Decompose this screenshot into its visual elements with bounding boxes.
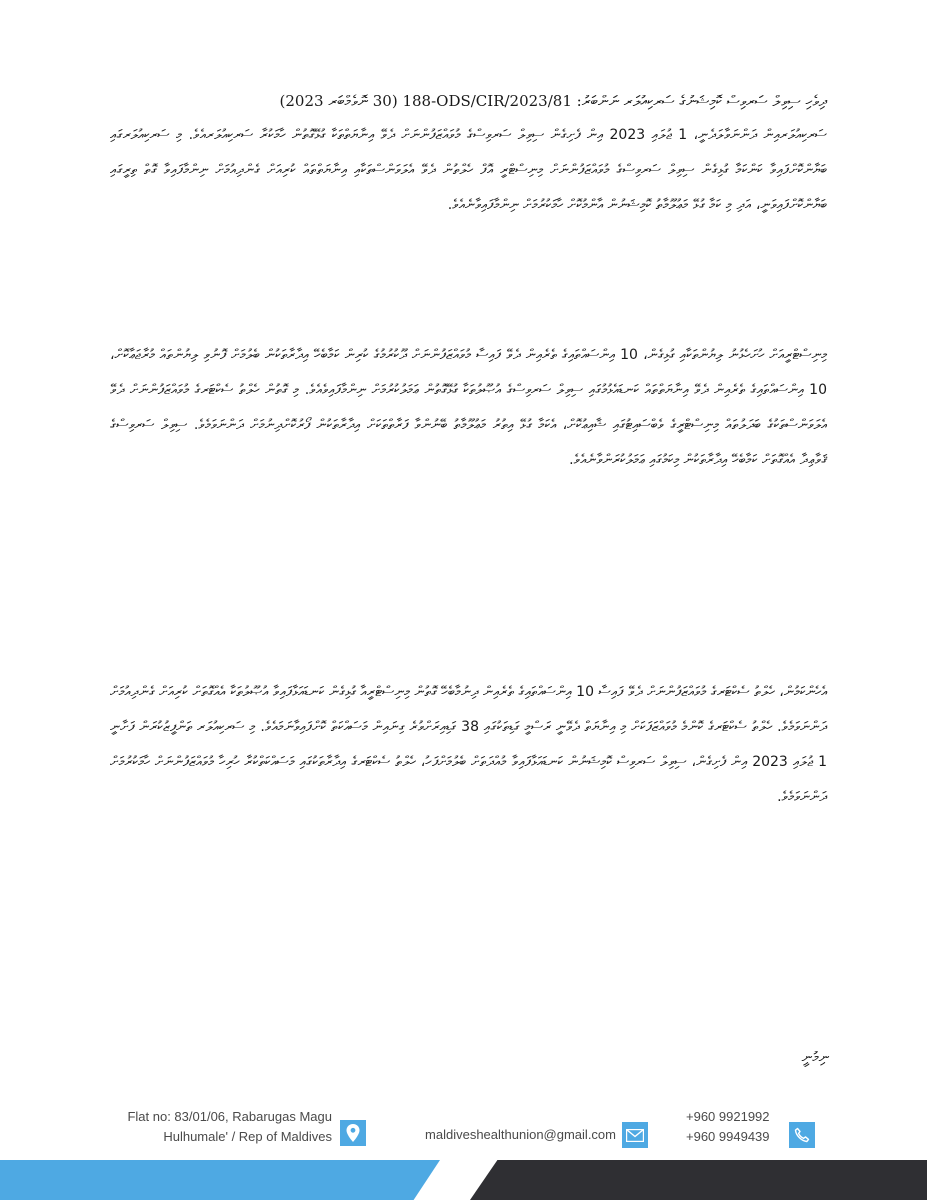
paragraph-3: އެހެންކަމުން، ހެލްތު ސެކްޓަރގެ މުވައްޒަފުންނަށް ދެވޭ ފައިސާ 10 އިންސައްތައިގެ ތެރެއިން ދިނުމާބެހޭ ގޮތުން މިނިސްޓްރީއާ ގުޅިގެން ކަނޑައަޅާފައިވާ އުޞޫލުތަކާ އެއްގޮތަށް ކުރިއަށް ގެންދިއުމަށް ދަންނަވަމެވެ. ހެލްތު ސެކްޓަރގެ ކޮންމެ މުވައްޒަފަކަށް މި އިނާޔަތް ދެވޭނީ ރަސްމީ ގަޑިތަކުގައި 38 ގަޑިއިރަށްވުރެ ގިނައިން މަސައްކަތް ކޮށްފައިވާނަމައެވެ. މި ސަރކިއުލަރ ތަންފީޒުކުރަން ފަށާނީ 1 ޖުލައި 2023 އިން ފެށިގެން، ސިވިލް ސަރވިސް ކޮމިޝަނުން ކަނޑައަޅާފައިވާ މުއްދަތަށް ބެލުމަށްފަހު، ހެލްތު ސެކްޓަރގެ އިދާރާތަކުގައި މަސައްކަތްކުރާ ހުރިހާ މުވައްޒަފުންނަށް ހާމަކުރުމަށް ދަންނަވަމެވެ. bbox=[110, 684, 828, 805]
phone-number-2: +960 9949439 bbox=[686, 1129, 770, 1144]
footer-dark-bar bbox=[470, 1160, 927, 1200]
location-pin-icon bbox=[340, 1120, 366, 1146]
footer-email: maldiveshealthunion@gmail.com bbox=[425, 1127, 616, 1142]
paragraph-1: ސަރކިއުލަރއިން ދަންނަވާލަދެނީ، 1 ޖުލައި 2023 އިން ފެށިގެން ސިވިލް ސަރވިސްގެ މުވައްޒަފުންނަށް ދެވޭ އިނާޔަތްތަކާ ގުޅޭގޮތުން ހާމަކުރާ ސަރކިއުލަރއެވެ. މި ސަރކިއުލަރގައި ބަޔާންކޮށްފައިވާ ކަންކަމާ ގުޅިގެން ސިވިލް ސަރވިސްގެ މުވައްޒަފުންނަށް މިނިސްޓްރީ އޮފް ހެލްތުން ދެވޭ އެލަވަންސްތަކާއި އިނާޔަތްތައް ކުރިއަށް ގެންދިއުމަށް ނިންމާފައިވާ ގޮތް ތިރީގައި ބަޔާންކޮށްފައިވަނީ، އަދި މި ކަމާ ގުޅޭ މަޢުލޫމާތު ކޮމިޝަނުން އާންމުކޮށް ހާމަކުރުމަށް ނިންމާފައިވާނެއެވެ. bbox=[110, 127, 827, 213]
footer-accent-bar bbox=[0, 1160, 440, 1200]
footer-phones bbox=[686, 1107, 782, 1147]
address-line-2: Hulhumale' / Rep of Maldives bbox=[163, 1129, 332, 1144]
paragraph-2: މިނިސްޓްރީއަށް ހުށަހެޅުނު ލިޔުންތަކާއި ގުޅިގެން، 10 އިންސައްތައިގެ ތެރެއިން ދެވޭ ފައިސާ މުވައްޒަފުންނަށް ދޫކުރުމުގެ ކުރިން ކަމާބެހޭ އިދާރާތަކުން ބެލުމަށް ފޮނުވި ލިޔުންތައް މުރާޖަޢާކޮށް، 10 އިންސައްތައިގެ ތެރެއިން ދެވޭ އިނާޔަތްތައް ކަނޑައެޅުމުގައި ސިވިލް ސަރވިސްގެ އުޞޫލުތަކާ ގުޅޭގޮތުން ޢަމަލުކުރުމަށް ނިންމާފައިވެއެވެ. މި ގޮތުން ހެލްތު ސެކްޓަރގެ މުވައްޒަފުންނަށް ދެވޭ އެލަވަންސްތަކުގެ ބަދަލުތައް މިނިސްޓްރީގެ ވެބްސައިޓުގައި ޝާއިޢުކޮށް، އެކަމާ ގުޅޭ އިތުރު މަޢުލޫމާތު ބޭނުންވާ ފަރާތްތަކަށް އިދާރާތަކުން ފޯރުކޮށްދިނުމަށް ދަންނަވަމެވެ. ސިވިލް ސަރވިސްގެ ޤަވާޢިދާ އެއްގޮތަށް ކަމާބެހޭ އިދާރާތަކުން މިކަމުގައި ޢަމަލުކުރަންވާނެއެވެ. bbox=[110, 347, 828, 468]
mail-icon bbox=[622, 1122, 648, 1148]
reference-date: (30 ނޮވެމްބަރ 2023) bbox=[279, 92, 398, 110]
footer-address bbox=[110, 1107, 332, 1147]
phone-icon bbox=[789, 1122, 815, 1148]
reference-prefix: ދިވެހި ސިވިލް ސަރވިސް ކޮމިޝަނުގެ ސަރކިއުލަރ ނަންބަރު: bbox=[576, 92, 827, 110]
address-line-1: Flat no: 83/01/06, Rabarugas Magu bbox=[127, 1109, 332, 1124]
circular-reference-line bbox=[110, 92, 827, 110]
closing-sign: ނިމުނީ bbox=[801, 1048, 829, 1066]
reference-number: 188-ODS/CIR/2023/81 bbox=[402, 92, 572, 110]
phone-number-1: +960 9921992 bbox=[686, 1109, 770, 1124]
